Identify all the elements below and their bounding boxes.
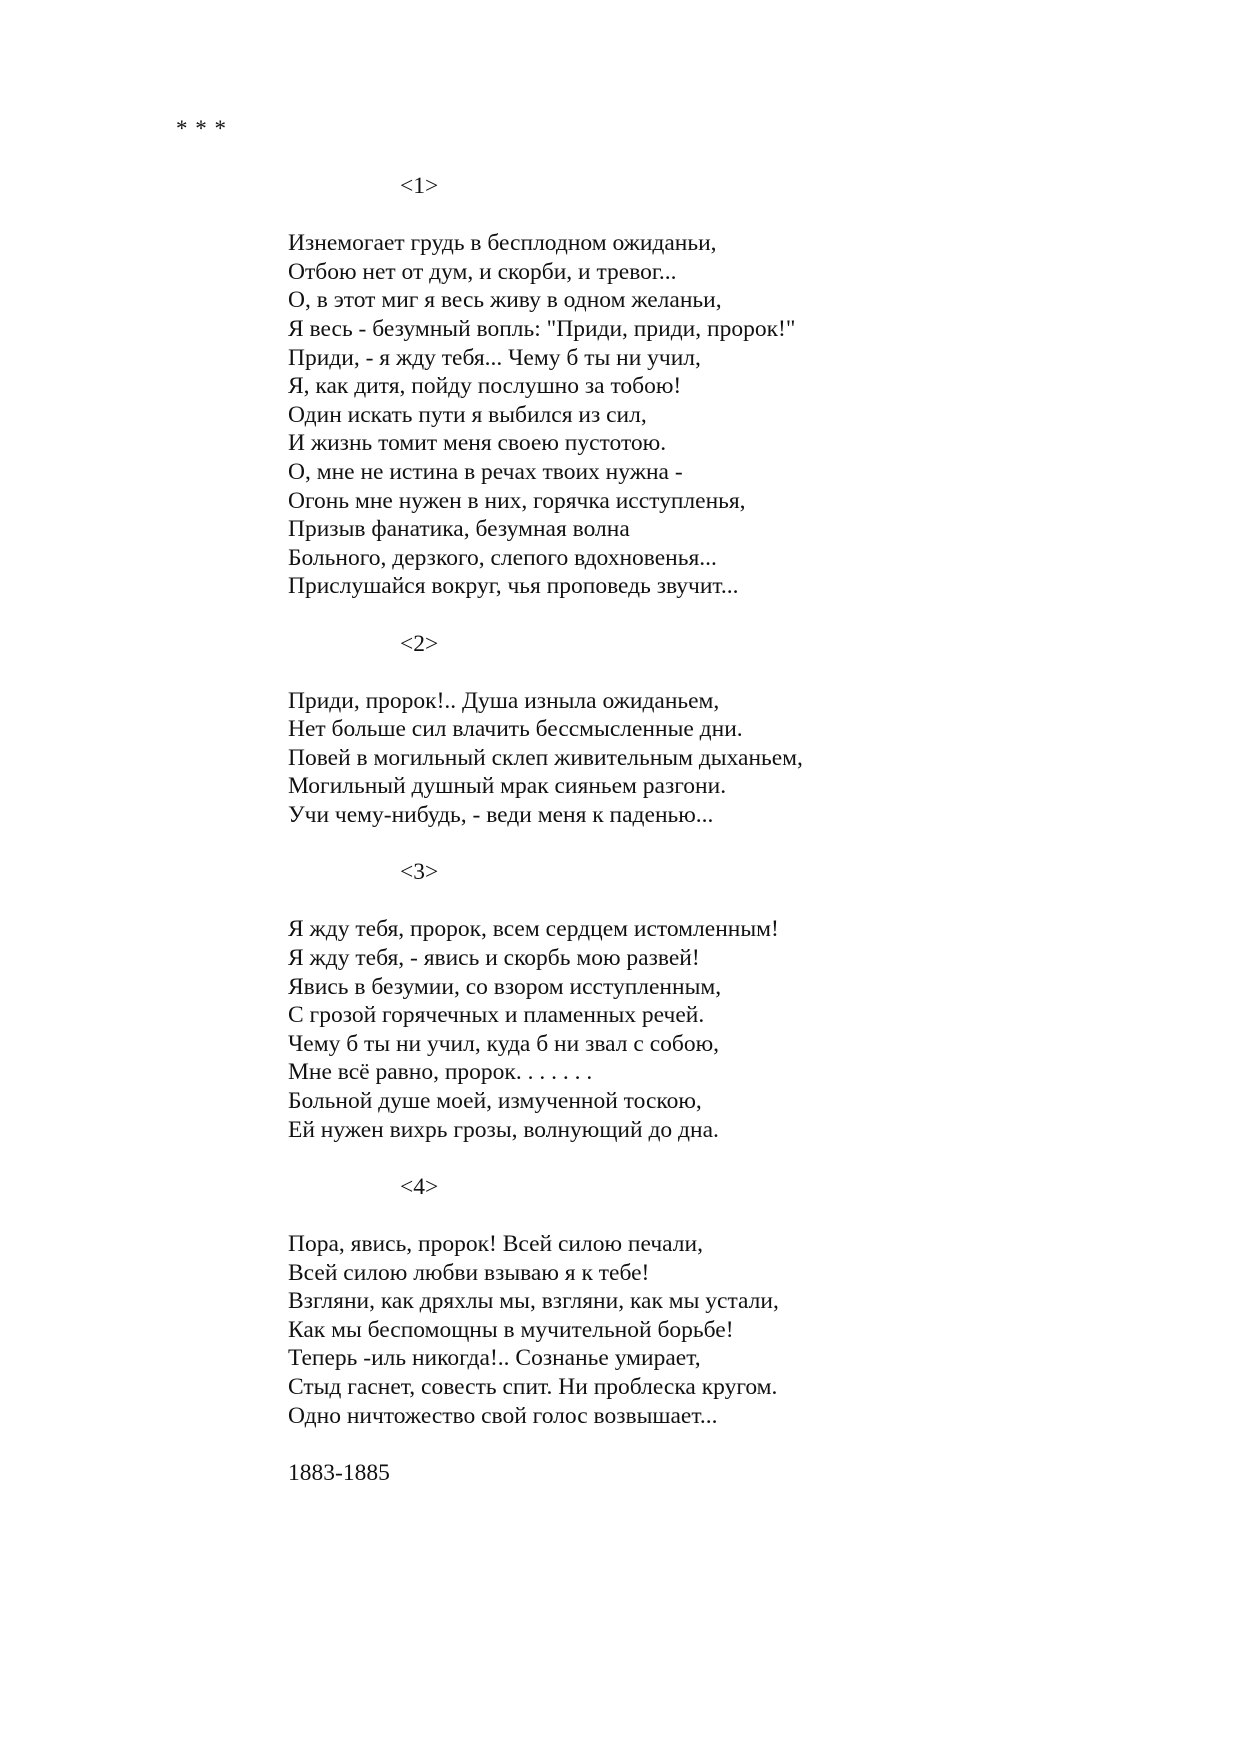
poem-body [288, 172, 1188, 1487]
stanza [288, 687, 1188, 830]
section-divider-asterisks: * * * [176, 116, 227, 141]
poem-line: Я жду тебя, пророк, всем сердцем истомленным! [288, 916, 779, 943]
poem-line: Я, как дитя, пойду послушно за тобою! [288, 373, 682, 400]
section-number: <2> [400, 630, 439, 657]
poem-section-4 [288, 1173, 1188, 1430]
poem-line: Ей нужен вихрь грозы, волнующий до дна. [288, 1116, 719, 1143]
poem-line: Прислушайся вокруг, чья проповедь звучит... [288, 573, 739, 600]
poem-line: Чему б ты ни учил, куда б ни звал с собою, [288, 1030, 720, 1057]
poem-line: Изнемогает грудь в бесплодном ожиданьи, [288, 230, 717, 257]
poem-line: Огонь мне нужен в них, горячка исступленья, [288, 487, 746, 514]
poem-line: О, мне не истина в речах твоих нужна - [288, 458, 683, 485]
poem-section-2 [288, 630, 1188, 830]
poem-line: Теперь -иль никогда!.. Сознанье умирает, [288, 1345, 701, 1372]
poem-line: Я жду тебя, - явись и скорбь мою развей! [288, 945, 700, 972]
section-number: <1> [400, 173, 439, 199]
poem-line: Приди, пророк!.. Душа изныла ожиданьем, [288, 687, 720, 714]
poem-line: Призыв фанатика, безумная волна [288, 516, 630, 543]
poem-line: Нет больше сил влачить бессмысленные дни. [288, 716, 743, 743]
poem-section-1 [288, 172, 1188, 601]
poem-line: Как мы беспомощны в мучительной борьбе! [288, 1316, 734, 1343]
poem-line: Больного, дерзкого, слепого вдохновенья... [288, 544, 717, 571]
poem-line: Одно ничтожество свой голос возвышает... [288, 1402, 718, 1429]
poem-line: О, в этот миг я весь живу в одном желаньи, [288, 287, 722, 314]
poem-line: Мне всё равно, пророк. . . . . . . [288, 1059, 593, 1086]
poem-line: Стыд гаснет, совесть спит. Ни проблеска кругом. [288, 1373, 778, 1400]
stanza [288, 229, 1188, 601]
poem-date: 1883-1885 [288, 1459, 390, 1486]
stanza [288, 915, 1188, 1144]
poem-line: Я весь - безумный вопль: "Приди, приди, пророк!" [288, 315, 796, 342]
poem-line: Пора, явись, пророк! Всей силою печали, [288, 1230, 703, 1257]
section-number: <4> [400, 1173, 439, 1200]
poem-line: Приди, - я жду тебя... Чему б ты ни учил, [288, 344, 701, 371]
poem-line: Отбою нет от дум, и скорби, и тревог... [288, 258, 677, 285]
poem-line: Могильный душный мрак сияньем разгони. [288, 773, 727, 800]
poem-line: Учи чему-нибудь, - веди меня к паденью... [288, 802, 714, 829]
poem-line: И жизнь томит меня своею пустотою. [288, 430, 667, 457]
poem-line: С грозой горячечных и пламенных речей. [288, 1002, 705, 1029]
poem-line: Один искать пути я выбился из сил, [288, 401, 647, 428]
poem-line: Всей силою любви взываю я к тебе! [288, 1259, 650, 1286]
poem-section-3 [288, 858, 1188, 1144]
poem-line: Повей в могильный склеп живительным дыханьем, [288, 744, 803, 771]
poem-line: Явись в безумии, со взором исступленным, [288, 973, 722, 1000]
stanza [288, 1230, 1188, 1430]
poem-line: Взгляни, как дряхлы мы, взгляни, как мы устали, [288, 1288, 779, 1315]
section-number: <3> [400, 859, 439, 886]
poem-line: Больной душе моей, измученной тоскою, [288, 1088, 702, 1114]
